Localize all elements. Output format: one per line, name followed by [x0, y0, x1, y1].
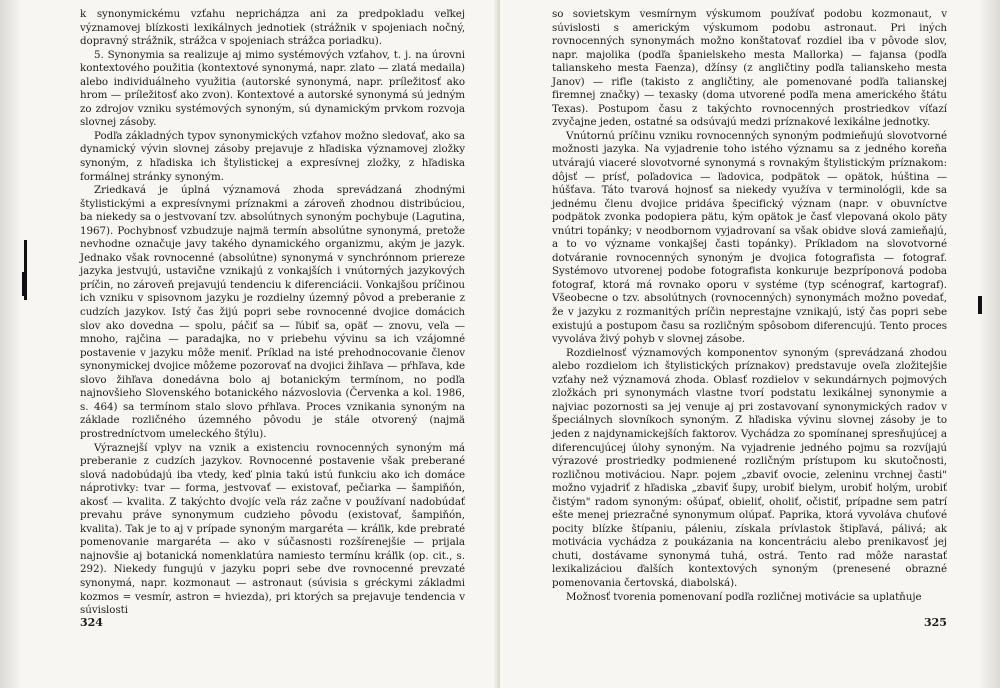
- scan-mark: [978, 296, 982, 314]
- right-paragraph-3: Rozdielnosť významových komponentov synoným (sprevádzaná zhodou alebo rozdielom ich štylistických príznakov) predstavuje oveľa zložitejšie vzťahy než významová zhoda. Oblasť rozdielov v sekundárnych pojmových zložkách pri synonymách vlastne tvorí podstatu lexikálnej synonymie a najviac pozornosti sa jej venuje aj pri zostavovaní synonymických radov v špeciálnych slovníkoch synoným. Z hľadiska vývinu slovnej zásoby je to jeden z najdynamickejších faktorov. Vychádza zo spomínanej spresňujúcej a diferencujúcej úlohy synoným. Na vyjadrenie jedného pojmu sa rozvíjajú výrazové prostriedky podmienené rozličným prístupom ku skutočnosti, rozličnou motiváciou. Napr. pojem „zbaviť ovocie, zeleninu vrchnej časti" možno vyjadriť z hľadiska „zbaviť šupy, urobiť bielym, urobiť holým, urobiť čistým" radom synoným: ošúpať, obieliť, oholiť, očistiť, prípadne sem patrí ešte menej priezračné synonymum olúpať. Paprika, ktorá vyvoláva chuťové pocity blízke štípaniu, páleniu, získala prívlastok štipľavá, pálivá; ak motivácia vychádza z poukázania na koncentráciu alebo prenikavosť jej chuti, dostávame synonymá tuhá, ostrá. Tento rad môže narastať lexikalizáciou ďalších kontextových synoným (prenesené obrazné pomenovania čertovská, diabolská).: [552, 346, 947, 589]
- scan-mark: [24, 240, 27, 300]
- left-page-text: [80, 8, 465, 618]
- right-paragraph-2: Vnútornú príčinu vzniku rovnocenných synoným podmieňujú slovotvorné možnosti jazyka. Na vyjadrenie toho istého významu sa z jedného koreňa utvárajú viaceré slovotvorné synonymá s rovnakým štylistickým príznakom: dôjsť — prísť, poľadovica — ľadovica, podpätok — opätok, húština — húšťava. Táto tvarová hojnosť sa niekedy využíva v terminológii, kde sa jednému členu dvojice pridáva špecifický význam (napr. v obuvníctve podpätok zvonka podopiera pätu, kým opätok je časť vlepovaná okolo päty vnútri topánky; v neodbornom vyjadrovaní sa však obidve slová zamieňajú, a to vo význame vonkajšej časti topánky). Príkladom na slovotvorné dotváranie rovnocenných synoným je dvojica fotografista — fotograf. Systémovo utvorenej podobe fotografista konkuruje bezpríponová podoba fotograf, ktorá má rovnako oporu v systéme (typ scénograf, kartograf). Všeobecne o tzv. absolútnych (rovnocenných) synonymách možno povedať, že v jazyku z rozmanitých príčin neprestajne vznikajú, istý čas popri sebe existujú a postupom času sa rozličným spôsobom diferencujú. Tento proces vyvoláva živý pohyb v slovnej zásobe.: [552, 129, 947, 346]
- left-paragraph-3: Podľa základných typov synonymických vzťahov možno sledovať, ako sa dynamický vývin slovnej zásoby prejavuje z hľadiska významovej zložky synoným, z hľadiska ich štylistickej a expresívnej zložky, z hľadiska formálnej stránky synoným.: [80, 129, 465, 183]
- left-paragraph-1: k synonymickému vzťahu nepricháдza ani za predpokladu veľkej významovej blízkosti lexikálnych jednotiek (strážnik v spojeniach nočný, dopravný strážnik, strážca v spojeniach strážca poriadku).: [80, 8, 465, 48]
- left-paragraph-2: 5. Synonymia sa realizuje aj mimo systémových vzťahov, t. j. na úrovni kontextového použitia (kontextové synonymá, napr. zlato — zlatá medaila) alebo individuálneho využitia (autorské synonymá, napr. príležitosť ako hrom — príležitosť ako zvon). Kontextové a autorské synonymá sú jedným zo zdrojov vzniku systémových synoným, sú dynamickým prvkom rozvoja slovnej zásoby.: [80, 48, 465, 129]
- left-page-edge: [0, 0, 22, 688]
- right-paragraph-1: so sovietskym vesmírnym výskumom používať podobu kozmonaut, v súvislosti s americkým výskumom podobu astronaut. Pri iných rovnocenných synonymách možno konštatovať rozdiel iba v pôvode slov, napr. majolika (podľa španielskeho mesta Mallorka) — fajansa (podľa talianskeho mesta Faenza), džínsy (z angličtiny podľa talianskeho mesta Janov) — rifle (takisto z angličtiny, ale pomenované podľa talianskej firemnej značky) — texasky (doma utvorené podľa mena amerického štátu Texas). Postupom času z takýchto rovnocenných prostriedkov víťazí zvyčajne jeden, ostatné sa odsúvajú medzi príznakové lexikálne jednotky.: [552, 8, 947, 129]
- right-paragraph-4: Možnosť tvorenia pomenovaní podľa rozličnej motivácie sa uplatňuje: [566, 590, 922, 603]
- right-page-edge: [978, 0, 1000, 688]
- right-page: [500, 0, 1000, 688]
- left-paragraph-5: Výraznejší vplyv na vznik a existenciu rovnocenných synoným má preberanie z cudzích jazykov. Rovnocenné postavenie však preberané slová nadobúdajú iba vtedy, keď plnia takú istú funkciu ako ich domáce náprotivky: tvar — forma, jestvovať — existovať, pečiarka — šampiňón, akosť — kvalita. Z takýchto dvojíc veľa ráz začne v používaní nadobúdať prevahu práve synonymum cudzieho pôvodu (existovať, šampiňón, kvalita). Tak je to aj v prípade synoným margaréta — kráľik, kde prebraté pomenovanie margaréta — ako v súčasnosti rozšírenejšie — prijala najnovšie aj botanická nomenklatúra namiesto termínu kráľik (op. cit., s. 292). Niekedy fungujú v jazyku popri sebe dve rovnocenné prevzaté synonymá, napr. kozmonaut — astronaut (súvisia s gréckymi základmi kozmos = vesmír, astron = hviezda), pri ktorých sa prejavuje tendencia v súvislosti: [80, 441, 465, 617]
- scan-mark: [22, 272, 24, 296]
- page-number-left: 324: [80, 616, 103, 629]
- right-page-text: [552, 8, 947, 604]
- left-paragraph-4: Zriedkavá je úplná významová zhoda sprevádzaná zhodnými štylistickými a expresívnymi príznakmi a zároveň zhodnou distribúciou, ba niekedy sa o jestvovaní tzv. absolútnych synoným pochybuje (Lagutina, 1967). Pochybnosť vzbudzuje najmä termín absolútne synonymá, pretože nevhodne označuje javy takého dynamického organizmu, akým je jazyk. Jednako však rovnocenné (absolútne) synonymá v synchrónnom priereze jazyka jestvujú, ustavičnе vznikajú z vonkajších i vnútorných jazykových príčin, no zároveň prejavujú tendenciu k diferenciácii. Vonkajšou príčinou ich vzniku v spisovnom jazyku je rozdielny územný pôvod a preberanie z cudzích jazykov. Istý čas žijú popri sebe rovnocenné dvojice domácich slov ako dovedna — spolu, páčiť sa — ľúbiť sa, opäť — znovu, veľa — mnoho, rajčina — paradajka, no v priebehu vývinu sa ich vzájomné postavenie v jazyku môže meniť. Príklad na isté prehodnocovanie členov synonymickej dvojice môžeme pozorovať na dvojici žihľava — pŕhľava, kde slovo žihľava donedávna bolo aj botanickým termínom, no podľa najnovšieho Slovenského botanického názvoslovia (Červenka a kol. 1986, s. 464) sa termínom stalo slovo pŕhľava. Proces vznikania synoným na základe rozličného územného pôvodu je stále otvorený (najmä prostredníctvom umeleckého štýlu).: [80, 184, 465, 440]
- page-number-right: 325: [924, 616, 947, 629]
